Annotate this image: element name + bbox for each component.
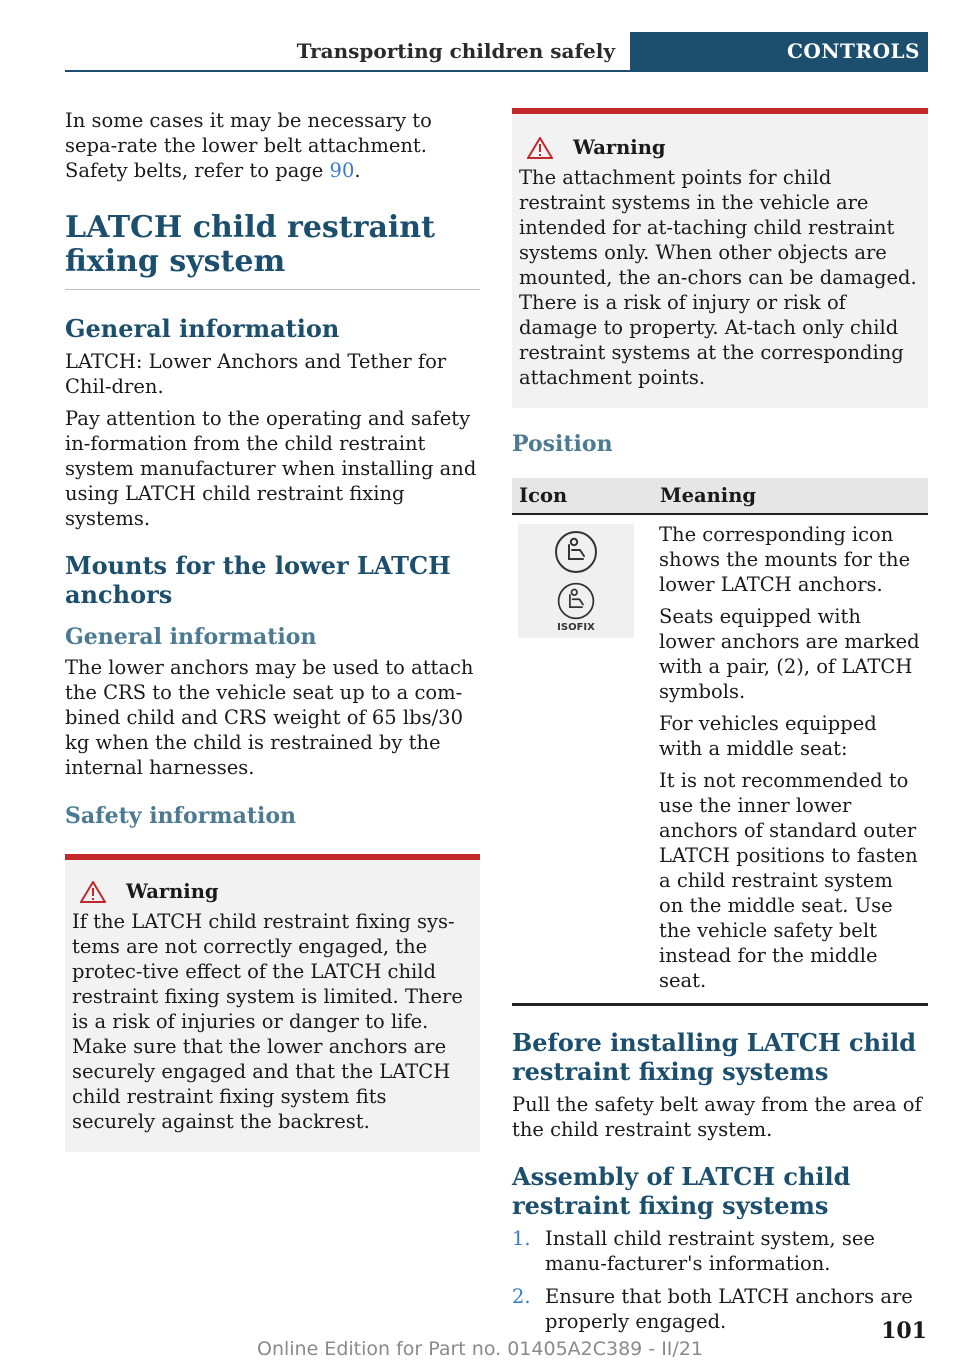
step-number: 1.: [512, 1227, 531, 1250]
assembly-steps: [512, 1226, 928, 1334]
table-row: [512, 514, 928, 1005]
meaning-cell: [653, 514, 928, 1005]
latch-symbols-image: [518, 524, 634, 638]
meaning-paragraph-1: The corresponding icon shows the mounts for the lower LATCH anchors.: [659, 523, 911, 596]
page-number: 101: [881, 1318, 927, 1344]
warning-label: Warning: [126, 880, 219, 903]
warning-box: [65, 854, 480, 1152]
page-link[interactable]: 90: [329, 159, 355, 182]
general-information-heading: General information: [65, 314, 340, 343]
position-heading: Position: [512, 431, 613, 457]
left-column: [65, 108, 480, 1152]
warning-title: [72, 880, 473, 903]
right-column: [512, 108, 928, 1342]
warning-text: The attachment points for child restraint systems in the vehicle are intended for at-taching child restraint systems only. When other objects are mounted, the an-chors can be damaged. There is a risk of injury or risk of damage to property. At-tach only child restraint systems at the corresponding attachment points.: [519, 166, 917, 389]
warning-title: [519, 136, 921, 159]
icon-cell: [512, 514, 653, 1005]
warning-triangle-icon: [80, 881, 106, 903]
isofix-label: ISOFIX: [557, 622, 595, 633]
list-item: [512, 1226, 928, 1276]
warning-triangle-icon: [527, 137, 553, 159]
footer-edition-text: Online Edition for Part no. 01405A2C389 - II/21: [256, 1338, 703, 1360]
safety-information-heading: Safety information: [65, 803, 297, 829]
column-header-icon: Icon: [512, 478, 653, 514]
meaning-paragraph-3: For vehicles equipped with a middle seat:: [659, 712, 877, 760]
warning-box: [512, 108, 928, 408]
header-section-title: Transporting children safely: [296, 39, 615, 63]
meaning-paragraph-2: Seats equipped with lower anchors are marked with a pair, (2), of LATCH symbols.: [659, 605, 920, 703]
intro-paragraph: In some cases it may be necessary to sepa-rate the lower belt attachment. Safety belts, refer to page 90.: [65, 109, 432, 182]
mounts-paragraph: The lower anchors may be used to attach the CRS to the vehicle seat up to a com-bined child and CRS weight of 65 lbs/30 kg when the child is restrained by the internal harnesses.: [65, 656, 474, 779]
step-text: Install child restraint system, see manu-facturer's information.: [545, 1227, 875, 1275]
position-table: [512, 478, 928, 1006]
child-seat-icon: [556, 581, 596, 621]
general-paragraph-1: LATCH: Lower Anchors and Tether for Chil-dren.: [65, 350, 447, 398]
page-header: [65, 32, 928, 72]
child-seat-icon: [553, 529, 599, 575]
assembly-heading: Assembly of LATCH child restraint fixing systems: [512, 1162, 851, 1220]
step-number: 2.: [512, 1285, 531, 1308]
step-text: Ensure that both LATCH anchors are properly engaged.: [545, 1285, 913, 1333]
warning-label: Warning: [573, 136, 666, 159]
meaning-paragraph-4: It is not recommended to use the inner lower anchors of standard outer LATCH positions to fasten a child restraint system on the middle seat. Use the vehicle safety belt instead for the middle seat.: [659, 769, 918, 992]
column-header-meaning: Meaning: [653, 478, 928, 514]
before-installing-paragraph: Pull the safety belt away from the area of the child restraint system.: [512, 1093, 922, 1141]
warning-text: If the LATCH child restraint fixing sys-tems are not correctly engaged, the protec-tive effect of the LATCH child restraint fixing system is limited. There is a risk of injuries or danger to life. Make sure that the lower anchors are securely engaged and that the LATCH child restraint fixing system fits securely against the backrest.: [72, 910, 463, 1133]
mounts-heading: Mounts for the lower LATCH anchors: [65, 551, 451, 609]
before-installing-heading: Before installing LATCH child restraint fixing systems: [512, 1028, 917, 1086]
table-header-row: [512, 478, 928, 514]
header-chapter-tab: CONTROLS: [630, 32, 928, 70]
mounts-subheading: General information: [65, 624, 317, 650]
section-title: LATCH child restraint fixing system: [65, 211, 480, 290]
list-item: [512, 1284, 928, 1334]
general-paragraph-2: Pay attention to the operating and safety in-formation from the child restraint system manufacturer when installing and using LATCH child restraint fixing systems.: [65, 407, 477, 530]
